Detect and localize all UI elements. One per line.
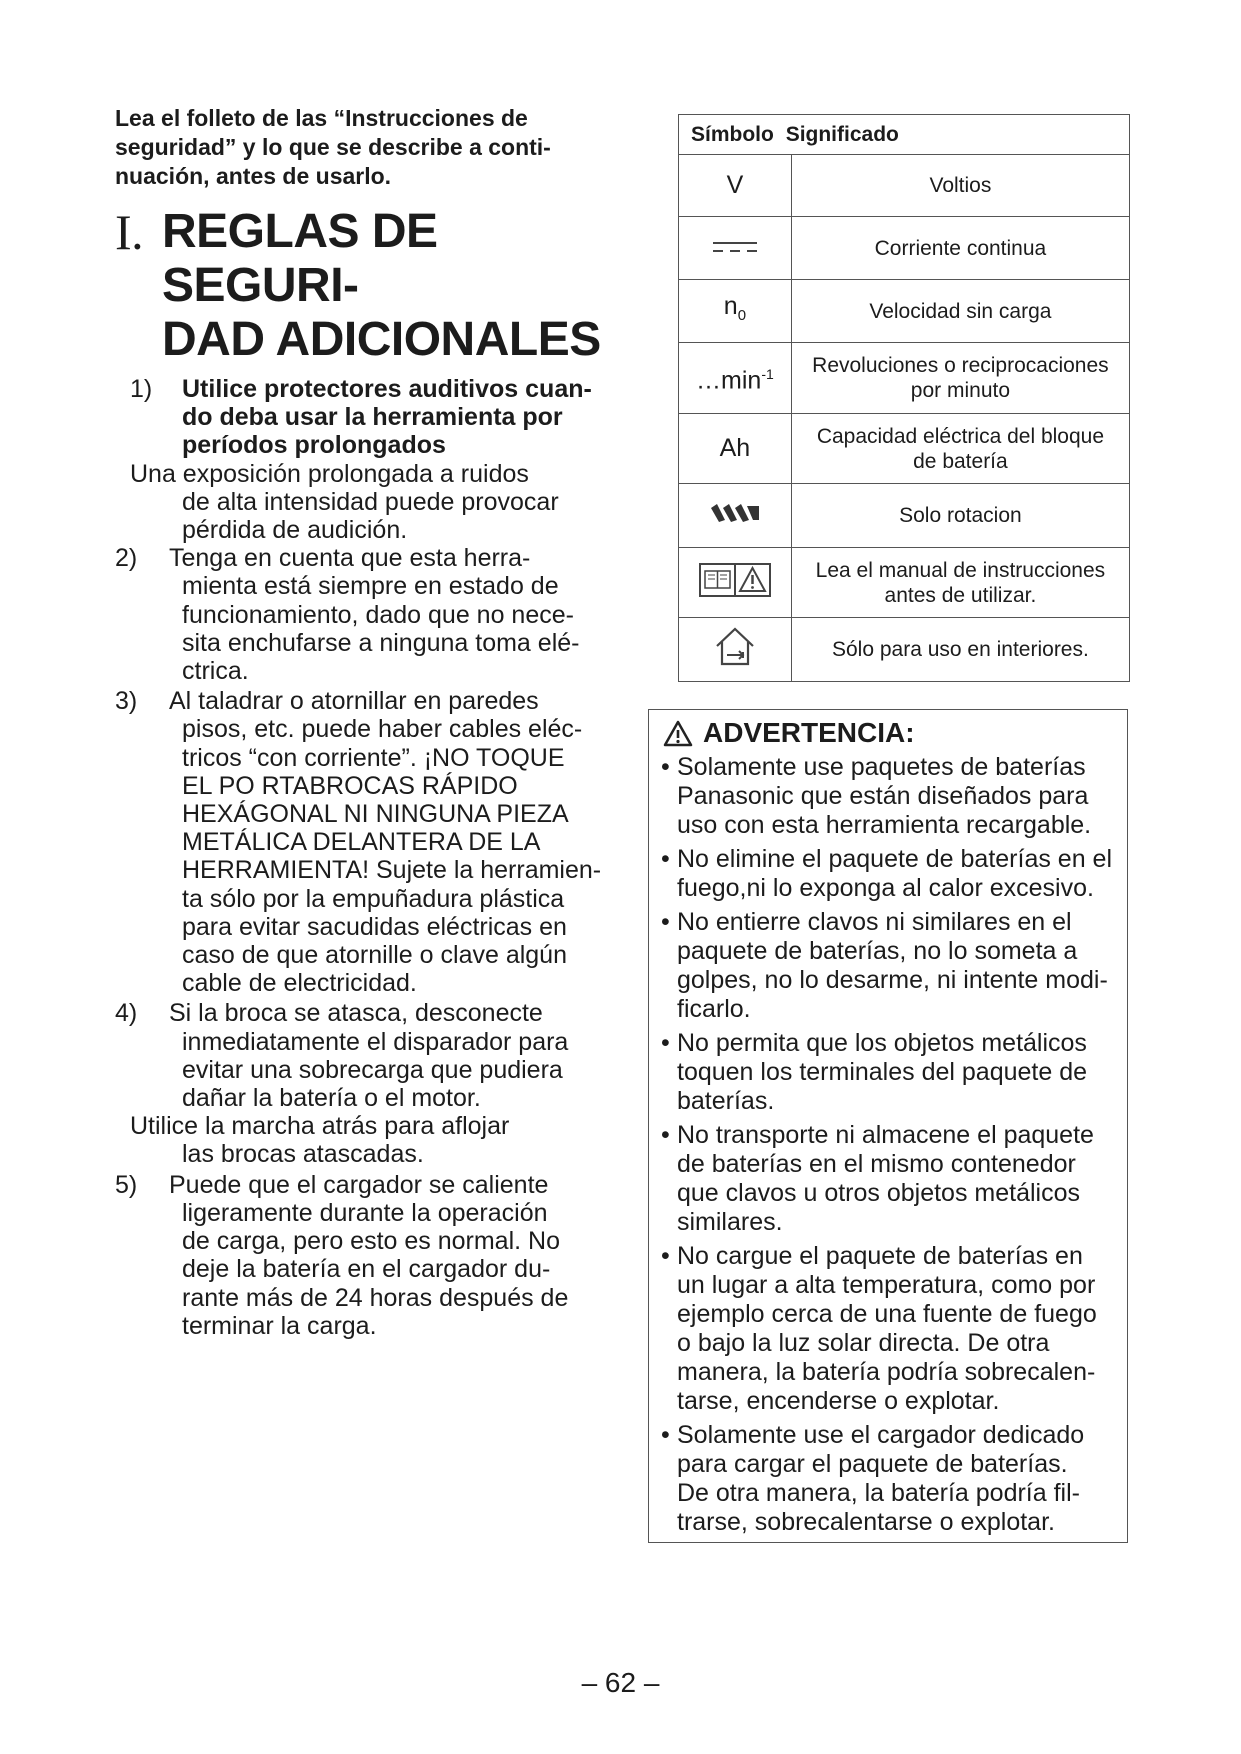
meaning-line: antes de utilizar.	[884, 583, 1037, 607]
table-row	[679, 280, 1130, 343]
text-line: golpes, no lo desarme, ni intente modi-	[677, 966, 1108, 994]
section-title-line: DAD ADICIONALES	[162, 313, 601, 366]
text-line: de baterías en el mismo contenedor	[677, 1150, 1076, 1178]
rule-4	[115, 999, 635, 1168]
rule-2	[115, 544, 635, 685]
warning-item	[661, 753, 1123, 840]
rule-1	[115, 375, 635, 460]
intro-text	[115, 104, 635, 191]
left-column	[115, 104, 635, 1340]
symbol-cell	[679, 280, 792, 343]
text-line: • Solamente use el cargador dedicado	[677, 1421, 1085, 1449]
no-load-symbol: n	[723, 292, 738, 320]
text-line: paquete de baterías, no lo someta a	[677, 937, 1078, 965]
text-line: Si la broca se atasca, desconecte	[169, 999, 543, 1028]
text-line: dañar la batería o el motor.	[182, 1084, 481, 1113]
text-line: similares.	[677, 1208, 783, 1236]
text-line: HERRAMIENTA! Sujete la herramien-	[182, 856, 602, 885]
rule-number: 4)	[115, 999, 138, 1028]
warning-triangle-icon	[663, 720, 693, 747]
symbol-cell	[679, 484, 792, 548]
table-header	[679, 115, 1130, 155]
table-row	[679, 217, 1130, 280]
warning-item	[661, 1421, 1123, 1537]
text-line: Tenga en cuenta que esta herra-	[169, 544, 531, 573]
warning-item	[661, 1242, 1123, 1416]
text-line: o bajo la luz solar directa. De otra	[677, 1329, 1050, 1357]
rule-number: 5)	[115, 1170, 138, 1199]
text-line: • No transporte ni almacene el paquete	[677, 1121, 1094, 1149]
warning-item	[661, 845, 1123, 903]
text-line: uso con esta herramienta recargable.	[677, 811, 1092, 839]
text-line: ctrica.	[182, 657, 249, 686]
meaning-cell: Voltios	[791, 155, 1129, 217]
text-line: trarse, sobrecalentarse o explotar.	[677, 1508, 1055, 1536]
text-line: de carga, pero esto es normal. No	[182, 1227, 560, 1256]
rpm-symbol: …min	[696, 366, 762, 395]
meaning-cell	[791, 343, 1129, 414]
text-line: que clavos u otros objetos metálicos	[677, 1179, 1080, 1207]
text-line: Panasonic que están diseñados para	[677, 782, 1089, 810]
symbol-cell	[679, 217, 792, 280]
text-line: tarse, encenderse o explotar.	[677, 1387, 1000, 1415]
section-title-line: REGLAS DE SEGURI-	[162, 205, 438, 312]
rule-title-line: do deba usar la herramienta por	[182, 403, 563, 432]
text-line: baterías.	[677, 1087, 775, 1115]
text-line: Puede que el cargador se caliente	[169, 1170, 549, 1199]
section-roman-numeral: I.	[115, 204, 144, 260]
text-line: METÁLICA DELANTERA DE LA	[182, 828, 541, 857]
text-line: pisos, etc. puede haber cables eléc-	[182, 715, 583, 744]
text-line: un lugar a alta temperatura, como por	[677, 1271, 1096, 1299]
text-line: ta sólo por la empuñadura plástica	[182, 884, 565, 913]
rule-title-line: períodos prolongados	[182, 431, 446, 460]
rule-3	[115, 687, 635, 997]
no-load-subscript: 0	[737, 307, 747, 324]
symbol-cell	[679, 155, 792, 217]
meaning-cell	[791, 548, 1129, 618]
text-line: • No permita que los objetos metálicos	[677, 1029, 1087, 1057]
table-row	[679, 343, 1130, 414]
meaning-line: Revoluciones o reciprocaciones	[812, 354, 1109, 377]
text-line: HEXÁGONAL NI NINGUNA PIEZA	[182, 800, 569, 829]
symbol-cell	[679, 414, 792, 484]
table-row	[679, 414, 1130, 484]
text-line: sita enchufarse a ninguna toma elé-	[182, 628, 580, 657]
meaning-cell: Corriente continua	[791, 217, 1129, 280]
indoor-use-icon	[713, 626, 757, 668]
text-line: evitar una sobrecarga que pudiera	[182, 1055, 563, 1084]
text-line: toquen los terminales del paquete de	[677, 1058, 1088, 1086]
text-line: • No cargue el paquete de baterías en	[677, 1242, 1083, 1270]
meaning-line: Lea el manual de instrucciones	[815, 558, 1106, 582]
read-manual-icon	[698, 562, 772, 598]
header-symbol: Símbolo	[691, 123, 774, 146]
intro-line: nuación, antes de usarlo.	[115, 163, 392, 189]
text-line: para evitar sacudidas eléctricas en	[182, 912, 567, 941]
meaning-cell: Solo rotacion	[791, 484, 1129, 548]
table-row	[679, 618, 1130, 682]
warning-title	[663, 715, 915, 751]
symbol-cell	[679, 618, 792, 682]
rotation-only-icon	[709, 502, 761, 524]
text-line: • No entierre clavos ni similares en el	[677, 908, 1072, 936]
text-line: deje la batería en el cargador du-	[182, 1255, 551, 1284]
meaning-line: Capacidad eléctrica del bloque	[816, 424, 1105, 448]
symbol-table	[678, 114, 1130, 682]
text-line: ejemplo cerca de una fuente de fuego	[677, 1300, 1097, 1328]
meaning-cell: Velocidad sin carga	[791, 280, 1129, 343]
symbol-cell	[679, 548, 792, 618]
rule-1-text	[115, 460, 635, 545]
rule-number: 1)	[130, 375, 153, 403]
header-meaning: Significado	[785, 123, 899, 146]
table-row	[679, 548, 1130, 618]
text-line: ficarlo.	[677, 995, 751, 1023]
symbol-cell	[679, 343, 792, 414]
meaning-line: por minuto	[910, 379, 1011, 402]
text-line: tricos “con corriente”. ¡NO TOQUE	[182, 743, 565, 772]
text-line: caso de que atornille o clave algún	[182, 941, 567, 970]
text-line: fuego,ni lo exponga al calor excesivo.	[677, 874, 1094, 902]
direct-current-icon	[711, 238, 759, 256]
table-row	[679, 484, 1130, 548]
rules-list	[115, 375, 635, 1340]
text-line: mienta está siempre en estado de	[182, 572, 559, 601]
meaning-cell: Sólo para uso en interiores.	[791, 618, 1129, 682]
rule-number: 3)	[115, 687, 138, 716]
text-line: EL PO RTABROCAS RÁPIDO	[182, 771, 518, 800]
meaning-line: de batería	[913, 449, 1008, 473]
meaning-cell	[791, 414, 1129, 484]
text-line: rante más de 24 horas después de	[182, 1283, 569, 1312]
text-line: Al taladrar o atornillar en paredes	[169, 687, 539, 716]
rule-5	[115, 1171, 635, 1340]
warning-item	[661, 1121, 1123, 1237]
volts-symbol: V	[726, 171, 744, 199]
text-line: ligeramente durante la operación	[182, 1198, 548, 1227]
text-line: las brocas atascadas.	[182, 1140, 424, 1169]
text-line: Una exposición prolongada a ruidos	[130, 459, 529, 488]
table-header-row	[679, 115, 1130, 155]
warning-item	[661, 908, 1123, 1024]
text-line: de alta intensidad puede provocar	[182, 487, 559, 516]
text-line: Utilice la marcha atrás para aflojar	[130, 1112, 510, 1141]
intro-line: Lea el folleto de las “Instrucciones de	[115, 105, 528, 131]
rpm-superscript: -1	[761, 366, 774, 383]
rule-number: 2)	[115, 544, 138, 573]
warning-item	[661, 1029, 1123, 1116]
text-line: inmediatamente el disparador para	[182, 1027, 569, 1056]
text-line: • No elimine el paquete de baterías en el	[677, 845, 1113, 873]
table-row	[679, 155, 1130, 217]
text-line: funcionamiento, dado que no nece-	[182, 600, 574, 629]
text-line: cable de electricidad.	[182, 969, 417, 998]
text-line: para cargar el paquete de baterías.	[677, 1450, 1068, 1478]
page-number: – 62 –	[581, 1667, 660, 1698]
warning-list	[661, 753, 1123, 1542]
text-line: • Solamente use paquetes de baterías	[677, 753, 1086, 781]
text-line: pérdida de audición.	[182, 516, 408, 545]
warning-box	[648, 709, 1128, 1543]
intro-line: seguridad” y lo que se describe a conti-	[115, 134, 551, 160]
ah-symbol: Ah	[719, 434, 751, 462]
text-line: manera, la batería podría sobrecalen-	[677, 1358, 1096, 1386]
text-line: terminar la carga.	[182, 1311, 377, 1340]
rule-title-line: Utilice protectores auditivos cuan-	[182, 375, 592, 403]
section-heading	[115, 205, 635, 367]
text-line: De otra manera, la batería podría fil-	[677, 1479, 1080, 1507]
warning-title-text: ADVERTENCIA:	[703, 717, 915, 748]
